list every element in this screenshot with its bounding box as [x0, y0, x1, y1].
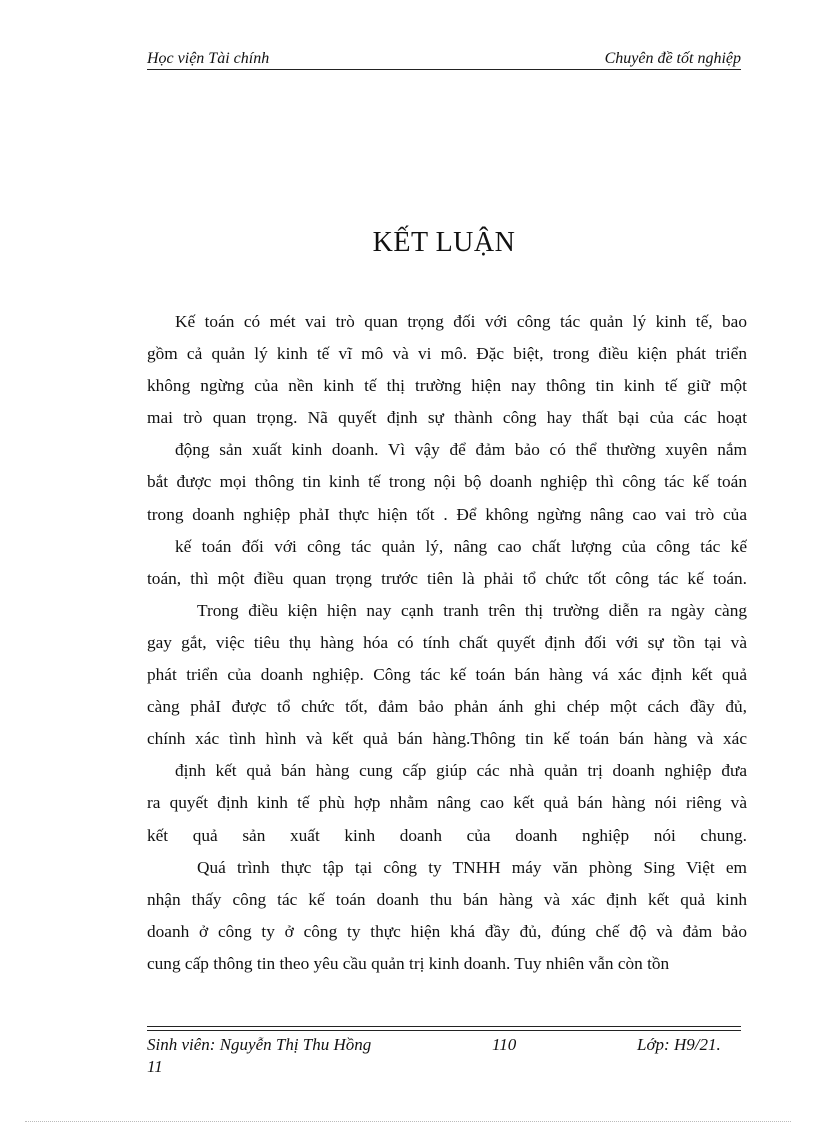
footer-class: Lớp: H9/21.: [637, 1035, 721, 1054]
header-thesis-type: Chuyên đề tốt nghiệp: [604, 50, 741, 67]
paragraph-line: kế toán đối với công tác quản lý, nâng cao chất lượng của công tác kế: [175, 536, 747, 556]
paragraph-line: phát triển của doanh nghiệp. Công tác kế toán bán hàng vá xác định kết quả: [147, 665, 747, 685]
paragraph-line: mai trò quan trọng. Nã quyết định sự thành công hay thất bại của các hoạt: [147, 408, 747, 428]
paragraph-line: nhận thấy công tác kế toán doanh thu bán hàng và xác định kết quả kinh: [147, 889, 747, 909]
page-bottom-edge: [25, 1121, 791, 1122]
paragraph-line: ra quyết định kinh tế phù hợp nhằm nâng cao kết quả bán hàng nói riêng và: [147, 793, 747, 813]
header-institution: Học viện Tài chính: [147, 50, 270, 67]
paragraph-line: Trong điều kiện hiện nay cạnh tranh trên thị trường diễn ra ngày càng: [197, 600, 747, 620]
paragraph-line: Kế toán có mét vai trò quan trọng đối với công tác quản lý kinh tế, bao: [175, 312, 747, 331]
footer-divider-top: [147, 1026, 741, 1027]
header-divider: [147, 69, 741, 70]
paragraph-line: cung cấp thông tin theo yêu cầu quản trị kinh doanh. Tuy nhiên vẫn còn tồn: [147, 953, 670, 973]
page-title: KẾT LUẬN: [372, 227, 516, 258]
footer-divider-bottom: [147, 1030, 741, 1031]
footer-student-name: Sinh viên: Nguyễn Thị Thu Hồng: [147, 1035, 372, 1054]
page-number: 110: [492, 1035, 517, 1054]
paragraph-line: toán, thì một điều quan trọng trước tiên là phải tổ chức tốt công tác kế toán.: [147, 568, 747, 588]
conclusion-body: [147, 306, 747, 980]
paragraph-line: định kết quả bán hàng cung cấp giúp các nhà quản trị doanh nghiệp đưa: [175, 761, 747, 781]
paragraph-line: càng phảI được tổ chức tốt, đảm bảo phản ánh ghi chép một cách đầy đủ,: [147, 697, 747, 717]
paragraph-line: kết quả sản xuất kinh doanh của doanh nghiệp nói chung.: [147, 825, 747, 845]
paragraph-line: Quá trình thực tập tại công ty TNHH máy văn phòng Sing Việt em: [197, 857, 747, 877]
footer-class-continued: 11: [147, 1057, 163, 1076]
paragraph-line: trong doanh nghiệp phảI thực hiện tốt . Để không ngừng nâng cao vai trò của: [147, 504, 747, 524]
paragraph-line: động sản xuất kinh doanh. Vì vậy để đảm bảo có thể thường xuyên nắm: [175, 440, 747, 460]
paragraph-line: gay gắt, việc tiêu thụ hàng hóa có tính chất quyết định đối với sự tồn tại và: [147, 632, 747, 652]
paragraph-line: doanh ở công ty ở công ty thực hiện khá đầy đủ, đúng chế độ và đảm bảo: [147, 921, 747, 941]
paragraph-line: bắt được mọi thông tin kinh tế trong nội bộ doanh nghiệp thì công tác kế toán: [147, 472, 747, 492]
paragraph-line: không ngừng của nền kinh tế thị trường hiện nay thông tin kinh tế giữ một: [147, 376, 747, 396]
page-header: [147, 46, 741, 72]
paragraph-line: chính xác tình hình và kết quả bán hàng.Thông tin kế toán bán hàng và xác: [147, 729, 747, 749]
paragraph-line: gồm cả quản lý kinh tế vĩ mô và vi mô. Đặc biệt, trong điều kiện phát triển: [147, 344, 747, 364]
